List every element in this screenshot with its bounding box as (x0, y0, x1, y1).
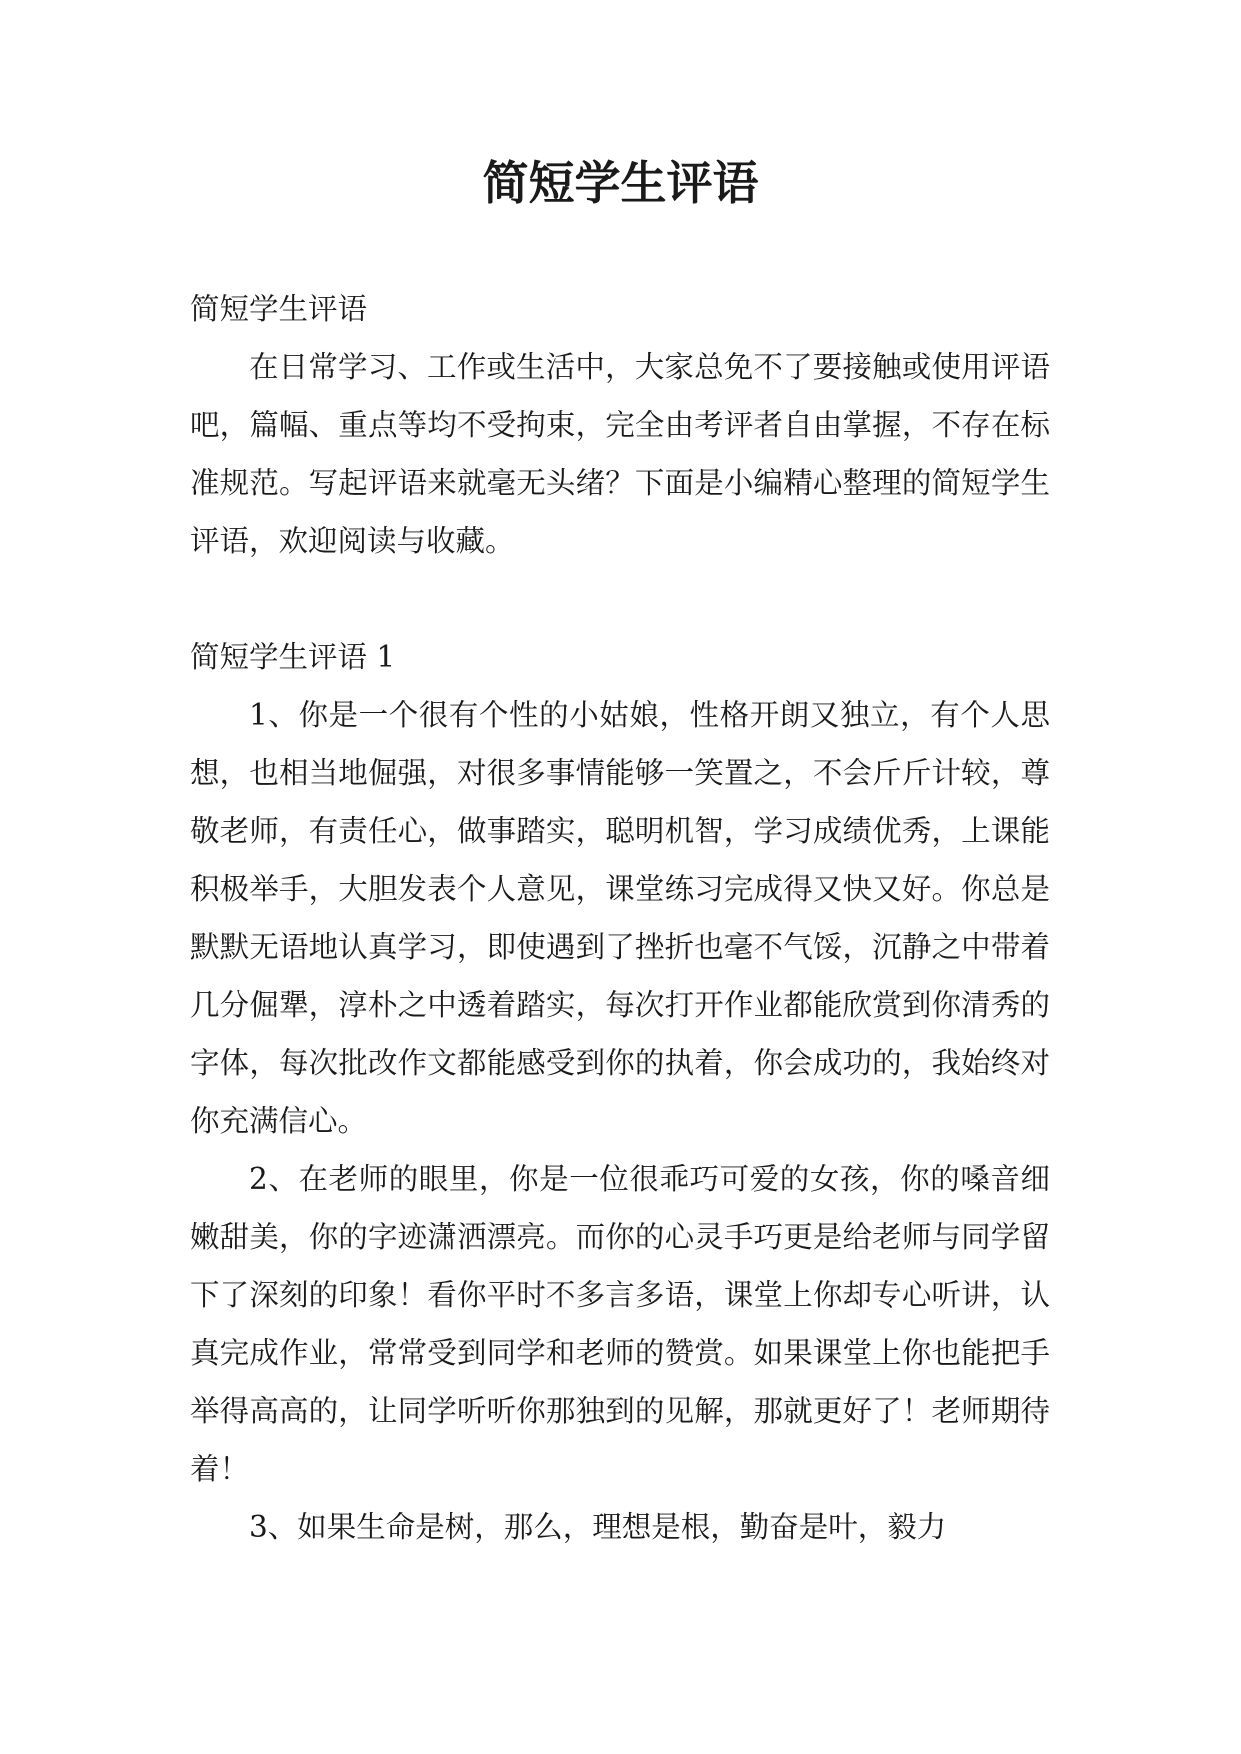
section-heading: 简短学生评语 (190, 292, 368, 326)
document-body (190, 280, 1050, 1556)
section-heading-1: 简短学生评语 1 (190, 640, 396, 674)
document-title: 简短学生评语 (482, 156, 759, 210)
intro-paragraph: 在日常学习、工作或生活中，大家总免不了要接触或使用评语吧，篇幅、重点等均不受拘束，完全由考评者自由掌握，不存在标准规范。写起评语来就毫无头绪？下面是小编精心整理的简短学生评语，欢迎阅读与收藏。 (190, 350, 1050, 558)
comment-paragraph-2: 2、在老师的眼里，你是一位很乖巧可爱的女孩，你的嗓音细嫩甜美，你的字迹潇洒漂亮。而你的心灵手巧更是给老师与同学留下了深刻的印象！看你平时不多言多语，课堂上你却专心听讲，认真完成作业，常常受到同学和老师的赞赏。如果课堂上你也能把手举得高高的，让同学听听你那独到的见解，那就更好了！老师期待着！ (190, 1162, 1050, 1486)
comment-paragraph-1: 1、你是一个很有个性的小姑娘，性格开朗又独立，有个人思想，也相当地倔强，对很多事情能够一笑置之，不会斤斤计较，尊敬老师，有责任心，做事踏实，聪明机智，学习成绩优秀，上课能积极举手，大胆发表个人意见，课堂练习完成得又快又好。你总是默默无语地认真学习，即使遇到了挫折也毫不气馁，沉静之中带着几分倔犟，淳朴之中透着踏实，每次打开作业都能欣赏到你清秀的字体，每次批改作文都能感受到你的执着，你会成功的，我始终对你充满信心。 (190, 698, 1050, 1138)
comment-paragraph-3: 3、如果生命是树，那么，理想是根，勤奋是叶，毅力 (249, 1510, 947, 1544)
